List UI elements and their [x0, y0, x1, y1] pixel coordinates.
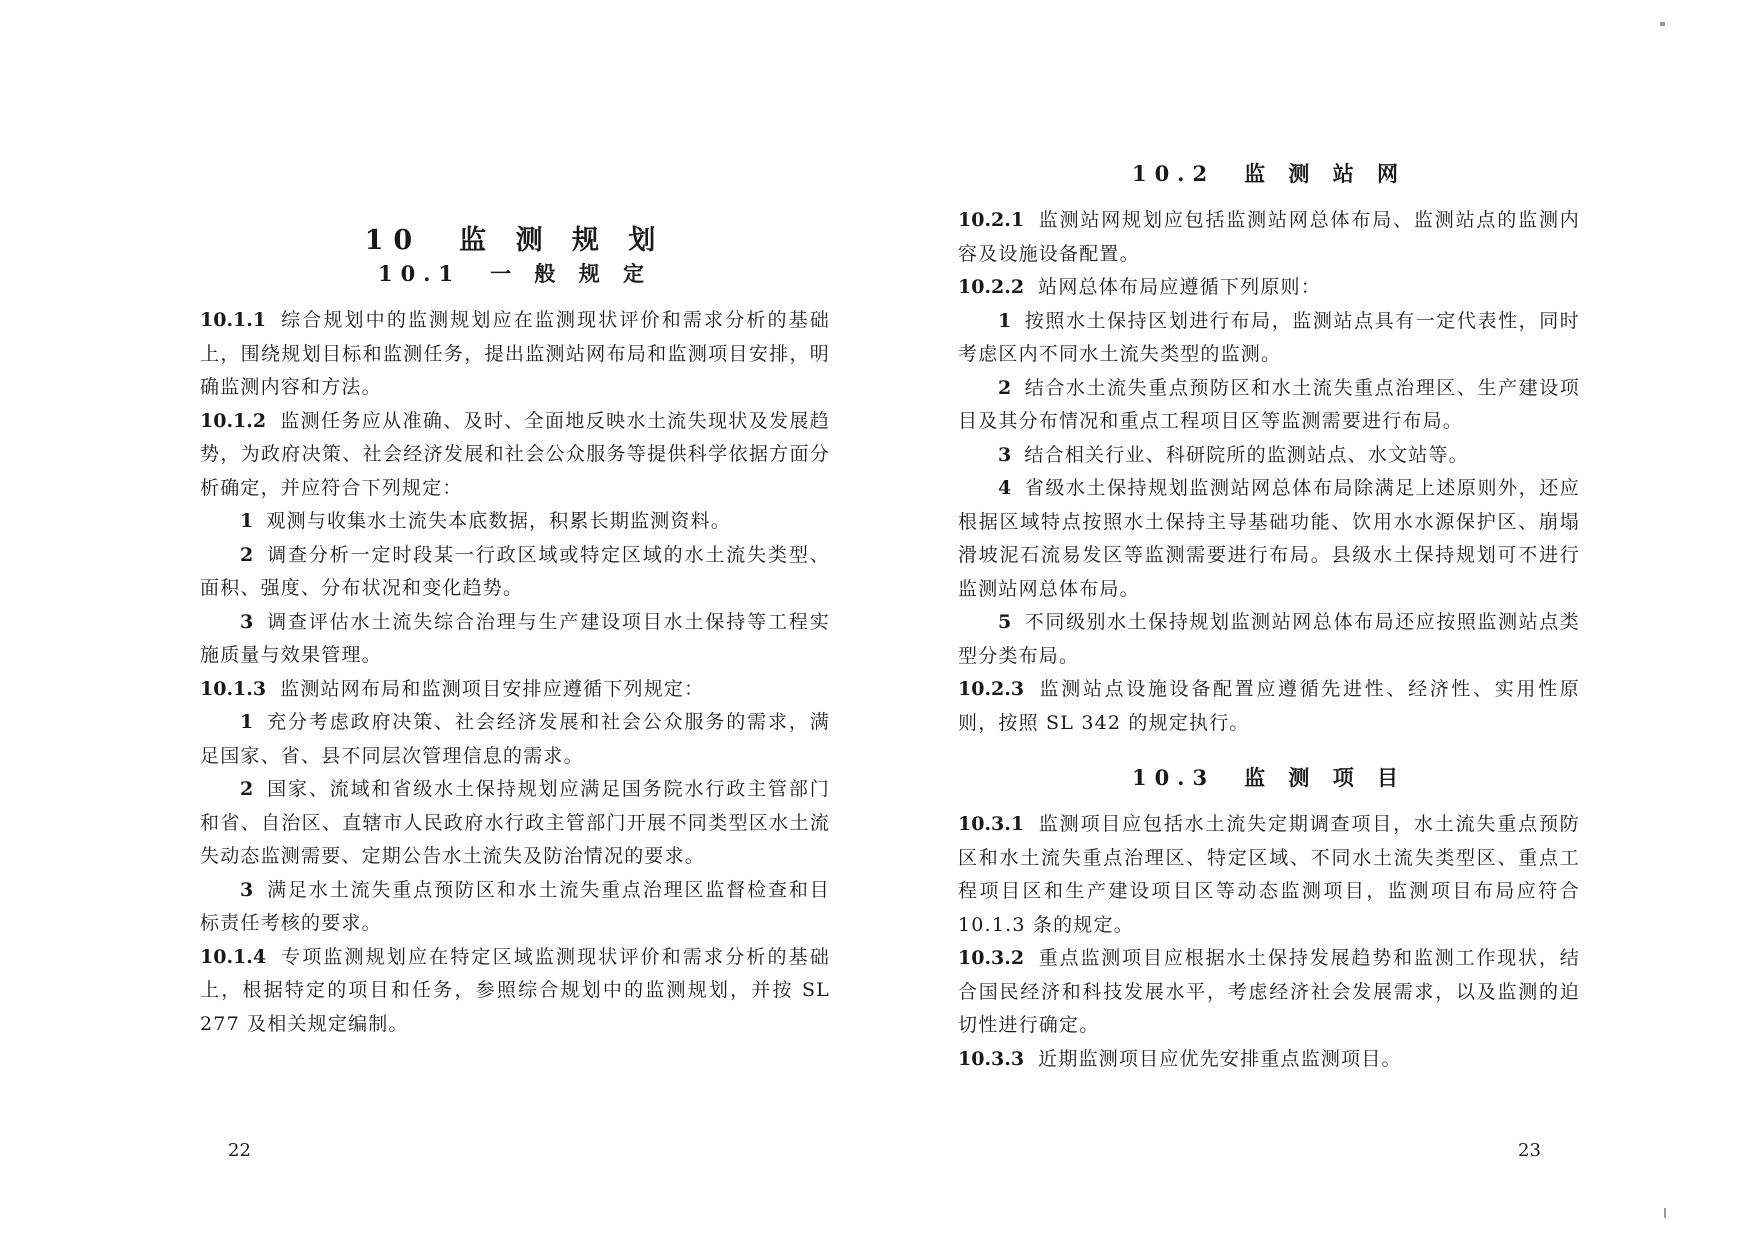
left-page: [200, 0, 830, 1240]
right-page-body: [958, 156, 1580, 1076]
section-title-10-3: 10.3 监 测 项 目: [1131, 765, 1407, 790]
page-number-left: 22: [228, 1140, 251, 1161]
list-item: 2 国家、流域和省级水土保持规划应满足国务院水行政主管部门和省、自治区、直辖市人民政府水行政主管部门开展不同类型区水土流失动态监测需要、定期公告水土流失及防治情况的要求。: [200, 778, 830, 867]
list-item: 1 观测与收集水土流失本底数据，积累长期监测资料。: [240, 510, 732, 532]
list-item: 2 调查分析一定时段某一行政区域或特定区域的水土流失类型、面积、强度、分布状况和变化趋势。: [200, 543, 830, 599]
page-number-right: 23: [1518, 1140, 1541, 1161]
clause-10-2-3: 10.2.3 监测站点设施设备配置应遵循先进性、经济性、实用性原则，按照 SL 342 的规定执行。: [958, 678, 1580, 734]
clause-10-3-2: 10.3.2 重点监测项目应根据水土保持发展趋势和监测工作现状，结合国民经济和科技发展水平，考虑经济社会发展需求，以及监测的迫切性进行确定。: [958, 947, 1580, 1036]
clause-10-1-2: 10.1.2 监测任务应从准确、及时、全面地反映水土流失现状及发展趋势，为政府决策、社会经济发展和社会公众服务等提供科学依据方面分析确定，并应符合下列规定：: [200, 409, 830, 499]
right-page: [958, 0, 1580, 1240]
list-item: 3 满足水土流失重点预防区和水土流失重点治理区监督检查和目标责任考核的要求。: [200, 878, 830, 934]
list-item: 1 按照水土保持区划进行布局，监测站点具有一定代表性，同时考虑区内不同水土流失类型的监测。: [958, 309, 1580, 365]
clause-10-1-4: 10.1.4 专项监测规划应在特定区域监测现状评价和需求分析的基础上，根据特定的项目和任务，参照综合规划中的监测规划，并按 SL 277 及相关规定编制。: [200, 945, 830, 1035]
section-title-10-2: 10.2 监 测 站 网: [1131, 161, 1407, 186]
scan-speck: [1660, 22, 1665, 26]
clause-10-3-3: 10.3.3 近期监测项目应优先安排重点监测项目。: [958, 1047, 1402, 1070]
clause-10-1-1: 10.1.1 综合规划中的监测规划应在监测现状评价和需求分析的基础上，围绕规划目标和监测任务，提出监测站网布局和监测项目安排，明确监测内容和方法。: [200, 309, 830, 398]
section-title-10-1: 10.1 一 般 规 定: [377, 261, 653, 286]
chapter-title: 10 监 测 规 划: [364, 225, 666, 256]
list-item: 3 结合相关行业、科研院所的监测站点、水文站等。: [998, 443, 1469, 466]
scan-speck: [1664, 1208, 1666, 1218]
list-item: 3 调查评估水土流失综合治理与生产建设项目水土保持等工程实施质量与效果管理。: [200, 610, 830, 666]
list-item: 5 不同级别水土保持规划监测站网总体布局还应按照监测站点类型分类布局。: [958, 611, 1580, 667]
list-item: 1 充分考虑政府决策、社会经济发展和社会公众服务的需求，满足国家、省、县不同层次管理信息的需求。: [200, 711, 830, 767]
left-page-body: [200, 256, 830, 1041]
clause-10-2-2: 10.2.2 站网总体布局应遵循下列原则：: [958, 276, 1321, 298]
list-item: 4 省级水土保持规划监测站网总体布局除满足上述原则外，还应根据区域特点按照水土保持主导基础功能、饮用水水源保护区、崩塌滑坡泥石流易发区等监测需要进行布局。县级水土保持规划可不进行监测站网总体布局。: [958, 477, 1580, 600]
list-item: 2 结合水土流失重点预防区和水土流失重点治理区、生产建设项目及其分布情况和重点工程项目区等监测需要进行布局。: [958, 376, 1580, 432]
clause-10-1-3: 10.1.3 监测站网布局和监测项目安排应遵循下列规定：: [200, 677, 705, 700]
clause-10-3-1: 10.3.1 监测项目应包括水土流失定期调查项目，水土流失重点预防区和水土流失重点治理区、特定区域、不同水土流失类型区、重点工程项目区和生产建设项目区等动态监测项目，监测项目布局应符合 10.1.3 条的规定。: [958, 813, 1580, 936]
clause-10-2-1: 10.2.1 监测站网规划应包括监测站网总体布局、监测站点的监测内容及设施设备配置。: [958, 209, 1580, 265]
